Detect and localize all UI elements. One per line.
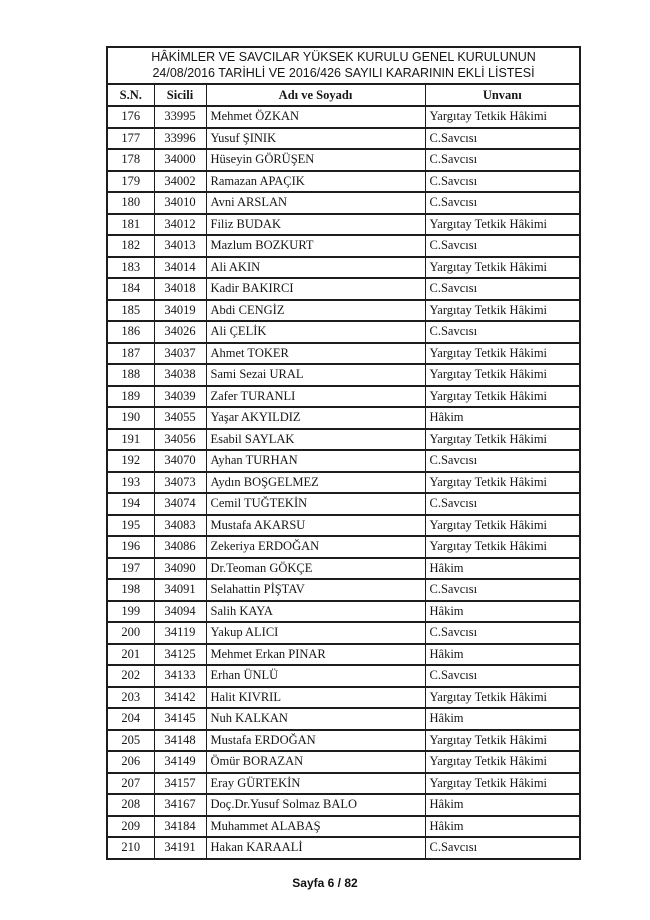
sn-cell: 187 (107, 343, 154, 365)
sn-cell: 179 (107, 171, 154, 193)
table-row (107, 816, 580, 838)
sn-cell: 206 (107, 751, 154, 773)
sn-cell: 202 (107, 665, 154, 687)
sn-cell: 183 (107, 257, 154, 279)
table-row (107, 450, 580, 472)
name-cell: Yakup ALICI (206, 622, 425, 644)
sn-cell: 185 (107, 300, 154, 322)
sicil-cell: 34039 (154, 386, 206, 408)
table-row (107, 665, 580, 687)
sn-cell: 191 (107, 429, 154, 451)
table-row (107, 687, 580, 709)
sicil-cell: 34010 (154, 192, 206, 214)
table-row (107, 751, 580, 773)
name-cell: Ali ÇELİK (206, 321, 425, 343)
column-header-sn: S.N. (107, 84, 154, 106)
title-cell: C.Savcısı (425, 493, 580, 515)
name-cell: Eray GÜRTEKİN (206, 773, 425, 795)
sn-cell: 197 (107, 558, 154, 580)
name-cell: Selahattin PİŞTAV (206, 579, 425, 601)
sicil-cell: 34070 (154, 450, 206, 472)
sicil-cell: 34119 (154, 622, 206, 644)
sicil-cell: 34184 (154, 816, 206, 838)
table-row (107, 300, 580, 322)
sicil-cell: 34055 (154, 407, 206, 429)
name-cell: Doç.Dr.Yusuf Solmaz BALO (206, 794, 425, 816)
sicil-cell: 34145 (154, 708, 206, 730)
column-header-name: Adı ve Soyadı (206, 84, 425, 106)
name-cell: Salih KAYA (206, 601, 425, 623)
title-cell: C.Savcısı (425, 665, 580, 687)
name-cell: Ahmet TOKER (206, 343, 425, 365)
name-cell: Ömür BORAZAN (206, 751, 425, 773)
sn-cell: 188 (107, 364, 154, 386)
title-cell: Yargıtay Tetkik Hâkimi (425, 364, 580, 386)
sicil-cell: 34012 (154, 214, 206, 236)
title-row (107, 47, 580, 84)
name-cell: Nuh KALKAN (206, 708, 425, 730)
name-cell: Yaşar AKYILDIZ (206, 407, 425, 429)
sn-cell: 210 (107, 837, 154, 859)
sn-cell: 195 (107, 515, 154, 537)
table-header-row (107, 84, 580, 106)
sn-cell: 190 (107, 407, 154, 429)
name-cell: Zafer TURANLI (206, 386, 425, 408)
sicil-cell: 34002 (154, 171, 206, 193)
title-cell: Yargıtay Tetkik Hâkimi (425, 343, 580, 365)
table-row (107, 235, 580, 257)
name-cell: Ayhan TURHAN (206, 450, 425, 472)
title-cell: Yargıtay Tetkik Hâkimi (425, 257, 580, 279)
table-row (107, 837, 580, 859)
sn-cell: 198 (107, 579, 154, 601)
title-cell: Yargıtay Tetkik Hâkimi (425, 300, 580, 322)
name-cell: Zekeriya ERDOĞAN (206, 536, 425, 558)
sicil-cell: 34149 (154, 751, 206, 773)
name-cell: Ramazan APAÇIK (206, 171, 425, 193)
sn-cell: 203 (107, 687, 154, 709)
sn-cell: 189 (107, 386, 154, 408)
title-cell: C.Savcısı (425, 622, 580, 644)
column-header-title: Unvanı (425, 84, 580, 106)
table-row (107, 794, 580, 816)
sicil-cell: 34133 (154, 665, 206, 687)
table-row (107, 773, 580, 795)
document-title-line-2: 24/08/2016 TARİHLİ VE 2016/426 SAYILI KARARININ EKLİ LİSTESİ (152, 65, 535, 80)
page-number: Sayfa 6 / 82 (292, 876, 358, 890)
sicil-cell: 34037 (154, 343, 206, 365)
title-cell: Yargıtay Tetkik Hâkimi (425, 386, 580, 408)
name-cell: Mustafa AKARSU (206, 515, 425, 537)
sicil-cell: 34073 (154, 472, 206, 494)
table-row (107, 536, 580, 558)
title-cell: Yargıtay Tetkik Hâkimi (425, 515, 580, 537)
sicil-cell: 34142 (154, 687, 206, 709)
table-row (107, 515, 580, 537)
name-cell: Hüseyin GÖRÜŞEN (206, 149, 425, 171)
name-cell: Dr.Teoman GÖKÇE (206, 558, 425, 580)
sicil-cell: 34026 (154, 321, 206, 343)
document-title (107, 47, 580, 84)
table-row (107, 730, 580, 752)
title-cell: Yargıtay Tetkik Hâkimi (425, 773, 580, 795)
name-cell: Avni ARSLAN (206, 192, 425, 214)
document-title-line-1: HÂKİMLER VE SAVCILAR YÜKSEK KURULU GENEL KURULUNUN (151, 50, 536, 64)
sn-cell: 192 (107, 450, 154, 472)
sn-cell: 199 (107, 601, 154, 623)
sn-cell: 200 (107, 622, 154, 644)
title-cell: Yargıtay Tetkik Hâkimi (425, 730, 580, 752)
name-cell: Erhan ÜNLÜ (206, 665, 425, 687)
title-cell: Hâkim (425, 816, 580, 838)
table-row (107, 149, 580, 171)
title-cell: Yargıtay Tetkik Hâkimi (425, 472, 580, 494)
title-cell: Hâkim (425, 601, 580, 623)
sicil-cell: 33995 (154, 106, 206, 128)
title-cell: Yargıtay Tetkik Hâkimi (425, 214, 580, 236)
sicil-cell: 34013 (154, 235, 206, 257)
title-cell: C.Savcısı (425, 579, 580, 601)
sn-cell: 182 (107, 235, 154, 257)
sn-cell: 204 (107, 708, 154, 730)
sn-cell: 177 (107, 128, 154, 150)
title-cell: Yargıtay Tetkik Hâkimi (425, 687, 580, 709)
sn-cell: 184 (107, 278, 154, 300)
table-row (107, 601, 580, 623)
sn-cell: 201 (107, 644, 154, 666)
name-cell: Yusuf ŞINIK (206, 128, 425, 150)
sicil-cell: 34086 (154, 536, 206, 558)
table-row (107, 622, 580, 644)
title-cell: Hâkim (425, 644, 580, 666)
title-cell: Hâkim (425, 708, 580, 730)
sicil-cell: 34091 (154, 579, 206, 601)
sicil-cell: 34000 (154, 149, 206, 171)
sn-cell: 186 (107, 321, 154, 343)
table-row (107, 364, 580, 386)
name-cell: Abdi CENGİZ (206, 300, 425, 322)
table-row (107, 429, 580, 451)
title-cell: C.Savcısı (425, 149, 580, 171)
table-row (107, 708, 580, 730)
sn-cell: 194 (107, 493, 154, 515)
title-cell: Hâkim (425, 407, 580, 429)
column-header-sicil: Sicili (154, 84, 206, 106)
name-cell: Filiz BUDAK (206, 214, 425, 236)
sicil-cell: 34038 (154, 364, 206, 386)
name-cell: Ali AKIN (206, 257, 425, 279)
title-cell: Hâkim (425, 558, 580, 580)
title-cell: C.Savcısı (425, 128, 580, 150)
name-cell: Mehmet ÖZKAN (206, 106, 425, 128)
title-cell: C.Savcısı (425, 837, 580, 859)
sicil-cell: 34125 (154, 644, 206, 666)
title-cell: Yargıtay Tetkik Hâkimi (425, 106, 580, 128)
title-cell: C.Savcısı (425, 235, 580, 257)
title-cell: Yargıtay Tetkik Hâkimi (425, 429, 580, 451)
name-cell: Hakan KARAALİ (206, 837, 425, 859)
title-cell: C.Savcısı (425, 171, 580, 193)
title-cell: Yargıtay Tetkik Hâkimi (425, 536, 580, 558)
name-cell: Halit KIVRIL (206, 687, 425, 709)
sicil-cell: 34090 (154, 558, 206, 580)
sicil-cell: 34083 (154, 515, 206, 537)
sn-cell: 209 (107, 816, 154, 838)
table-row (107, 407, 580, 429)
title-cell: Yargıtay Tetkik Hâkimi (425, 751, 580, 773)
sn-cell: 207 (107, 773, 154, 795)
sn-cell: 181 (107, 214, 154, 236)
table-row (107, 106, 580, 128)
table-row (107, 579, 580, 601)
sicil-cell: 34191 (154, 837, 206, 859)
table-row (107, 386, 580, 408)
table-body (107, 106, 580, 859)
sicil-cell: 34148 (154, 730, 206, 752)
table-row (107, 171, 580, 193)
table-row (107, 257, 580, 279)
personnel-table (106, 46, 581, 860)
name-cell: Sami Sezai URAL (206, 364, 425, 386)
name-cell: Mazlum BOZKURT (206, 235, 425, 257)
sn-cell: 176 (107, 106, 154, 128)
table-row (107, 278, 580, 300)
name-cell: Mehmet Erkan PINAR (206, 644, 425, 666)
table-row (107, 128, 580, 150)
table-row (107, 472, 580, 494)
sicil-cell: 34018 (154, 278, 206, 300)
table-row (107, 493, 580, 515)
name-cell: Esabil SAYLAK (206, 429, 425, 451)
sn-cell: 193 (107, 472, 154, 494)
title-cell: Hâkim (425, 794, 580, 816)
sicil-cell: 33996 (154, 128, 206, 150)
table-row (107, 644, 580, 666)
title-cell: C.Savcısı (425, 450, 580, 472)
sn-cell: 208 (107, 794, 154, 816)
sicil-cell: 34167 (154, 794, 206, 816)
title-cell: C.Savcısı (425, 192, 580, 214)
sn-cell: 180 (107, 192, 154, 214)
title-cell: C.Savcısı (425, 278, 580, 300)
sn-cell: 196 (107, 536, 154, 558)
sicil-cell: 34074 (154, 493, 206, 515)
name-cell: Muhammet ALABAŞ (206, 816, 425, 838)
table-row (107, 558, 580, 580)
table-row (107, 214, 580, 236)
sicil-cell: 34019 (154, 300, 206, 322)
name-cell: Aydın BOŞGELMEZ (206, 472, 425, 494)
name-cell: Cemil TUĞTEKİN (206, 493, 425, 515)
table-row (107, 321, 580, 343)
sn-cell: 178 (107, 149, 154, 171)
sicil-cell: 34014 (154, 257, 206, 279)
title-cell: C.Savcısı (425, 321, 580, 343)
sicil-cell: 34157 (154, 773, 206, 795)
name-cell: Kadir BAKIRCI (206, 278, 425, 300)
name-cell: Mustafa ERDOĞAN (206, 730, 425, 752)
table-row (107, 343, 580, 365)
sicil-cell: 34056 (154, 429, 206, 451)
sicil-cell: 34094 (154, 601, 206, 623)
sn-cell: 205 (107, 730, 154, 752)
table-row (107, 192, 580, 214)
